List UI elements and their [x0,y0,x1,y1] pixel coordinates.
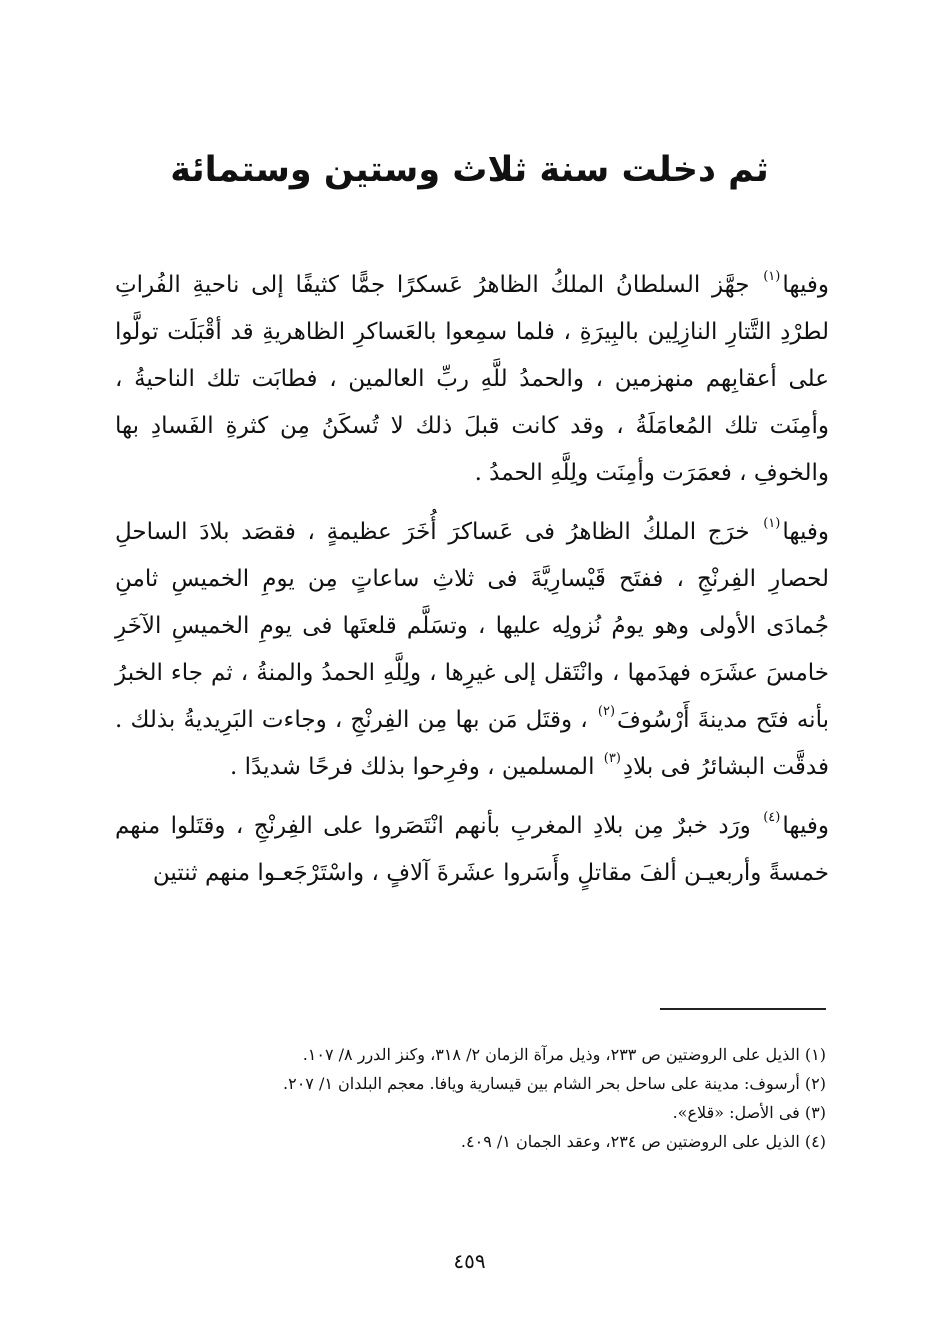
paragraph-2 [115,509,829,791]
footnote-2: (٢) أرسوف: مدينة على ساحل بحر الشام بين قيسارية ويافا. معجم البلدان ١/ ٢٠٧. [283,1074,826,1093]
footnote-ref[interactable]: (٣) [603,751,621,766]
paragraph-3 [115,803,829,897]
footnotes [180,1040,826,1156]
paragraph-lead: وفيها [782,272,829,298]
footnote-ref[interactable]: (١) [763,516,781,531]
page-number: ٤٥٩ [453,1249,486,1273]
paragraph-text: المسلمين ، وفرِحوا بذلك فرحًا شديدًا . [230,754,602,780]
footnote-4: (٤) الذيل على الروضتين ص ٢٣٤، وعقد الجمان ١/ ٤٠٩. [460,1132,826,1151]
paragraph-lead: وفيها [782,519,829,545]
paragraph-lead: وفيها [782,813,829,839]
paragraph-1 [115,262,829,497]
footnote-ref[interactable]: (١) [763,269,781,284]
footnote-ref[interactable]: (٢) [597,704,616,719]
footnote-separator [660,1008,826,1010]
paragraph-text: جهَّز السلطانُ الملكُ الظاهرُ عَسكرًا جمًّا كثيفًا إلى ناحيةِ الفُراتِ لطرْدِ التَّتارِ النازِلِين بالبِيرَةِ ، فلما سمِعوا بالعَساكرِ الظاهريةِ قد أقْبَلَت تولَّوا على أعقابِهم منهزمين ، والحمدُ للَّهِ ربِّ العالمين ، فطابَت تلك الناحيةُ ، وأمِنَت تلك المُعامَلَةُ ، وقد كانت قبلَ ذلك لا تُسكَنُ مِن كثرةِ الفَسادِ بها والخوفِ ، فعمَرَت وأمِنَت ولِلَّهِ الحمدُ . [115,272,829,486]
paragraph-text: خرَج الملكُ الظاهرُ فى عَساكرَ أُخَرَ عظيمةٍ ، فقصَد بلادَ الساحلِ لحصارِ الفِرنْجِ ، ففتَح قَيْسارِيَّةَ فى ثلاثِ ساعاتٍ مِن يومِ الخميسِ ثامنِ جُمادَى الأولى وهو يومُ نُزولِه عليها ، وتسَلَّم قلعتَها فى يومِ الخميسِ الآخَرِ خامسَ عشَرَه فهدَمها ، وانْتَقل إلى غيرِها ، ولِلَّهِ الحمدُ والمنةُ ، ثم جاء الخبرُ بأنه فتَح مدينةَ أَرْسُوفَ [115,519,829,733]
footnote-ref[interactable]: (٤) [763,810,781,825]
chapter-title: ثم دخلت سنة ثلاث وستين وستمائة [170,150,769,190]
paragraph-text: ، وقتَل مَن بها مِن الفِرنْجِ ، وجاءت البَرِيديةُ بذلك . فدقَّت البشائرُ فى بلادِ [115,707,829,780]
footnote-3: (٣) فى الأصل: «قلاع». [672,1103,826,1122]
paragraph-text: ورَد خبرٌ مِن بلادِ المغربِ بأنهم انْتَصَروا على الفِرنْجِ ، وقتَلوا منهم خمسةً وأربعيـن ألفَ مقاتلٍ وأَسَروا عشَرةَ آلافٍ ، واسْتَرْجَعـوا منهم ثنتين [115,813,829,886]
body-text [115,262,829,897]
footnote-1: (١) الذيل على الروضتين ص ٢٣٣، وذيل مرآة الزمان ٢/ ٣١٨، وكنز الدرر ٨/ ١٠٧. [302,1045,826,1064]
